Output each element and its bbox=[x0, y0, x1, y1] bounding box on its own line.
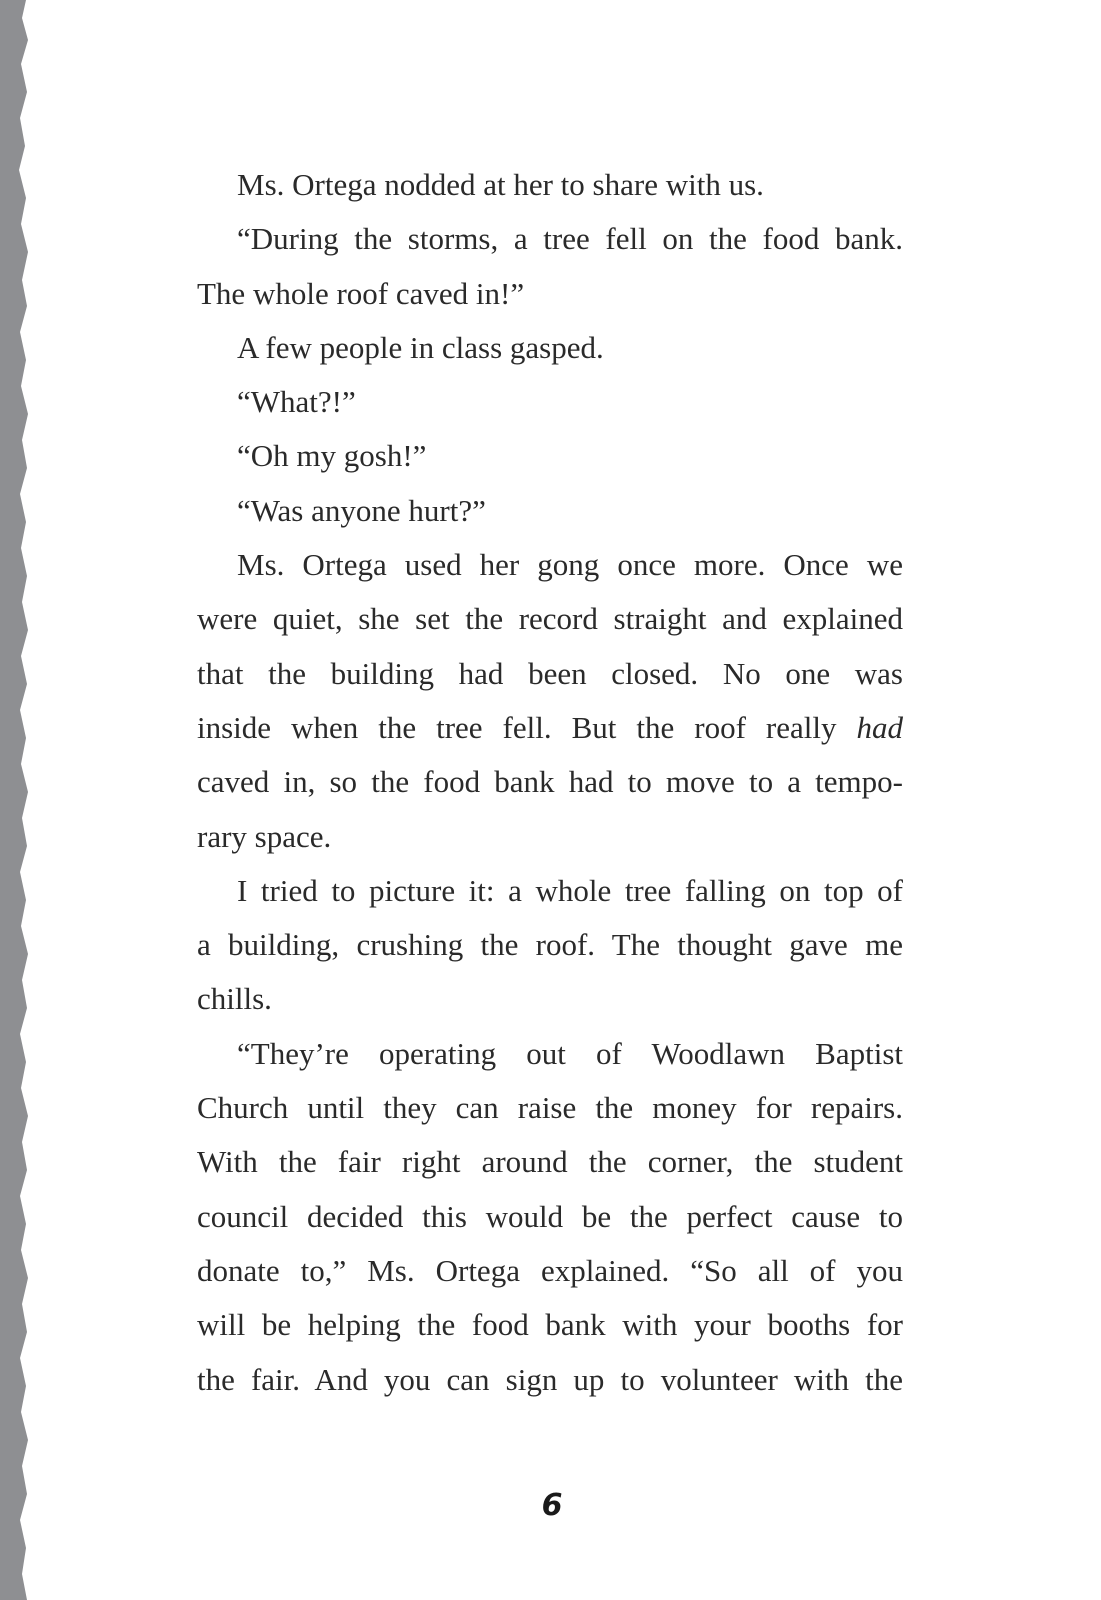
text-line: “What?!” bbox=[237, 384, 356, 420]
paragraph bbox=[197, 212, 903, 321]
text-line: With the fair right around the corner, the student bbox=[197, 1144, 903, 1180]
paragraph bbox=[197, 375, 903, 429]
paragraph bbox=[197, 429, 903, 483]
paragraph bbox=[197, 1027, 903, 1407]
page-number: 6 bbox=[541, 1488, 563, 1523]
emphasized-word: had bbox=[856, 709, 903, 745]
paragraph bbox=[197, 484, 903, 538]
paragraph bbox=[197, 864, 903, 1027]
text-line: the fair. And you can sign up to volunteer with the bbox=[197, 1361, 903, 1397]
torn-page-edge bbox=[0, 0, 60, 1600]
body-text bbox=[197, 158, 903, 1407]
paragraph bbox=[197, 321, 903, 375]
text-line bbox=[197, 701, 903, 755]
text-line: A few people in class gasped. bbox=[237, 329, 604, 365]
text-line: donate to,” Ms. Ortega explained. “So all of you bbox=[197, 1252, 903, 1288]
text-line: that the building had been closed. No one was bbox=[197, 655, 903, 691]
torn-edge-shape bbox=[0, 0, 28, 1600]
text-line: a building, crushing the roof. The thought gave me bbox=[197, 927, 903, 963]
text-line: will be helping the food bank with your booths for bbox=[197, 1307, 903, 1343]
text-line: caved in, so the food bank had to move to a tempo- bbox=[197, 764, 903, 800]
text-line: Ms. Ortega nodded at her to share with us. bbox=[237, 167, 764, 202]
text-line: “Was anyone hurt?” bbox=[237, 492, 486, 528]
text-line: were quiet, she set the record straight and explained bbox=[197, 601, 903, 637]
paragraph bbox=[197, 158, 903, 212]
text-segment: inside when the tree fell. But the roof really bbox=[197, 709, 837, 745]
text-line: chills. bbox=[197, 981, 272, 1017]
paragraph bbox=[197, 538, 903, 864]
text-line: I tried to picture it: a whole tree falling on top of bbox=[237, 872, 903, 908]
text-line: rary space. bbox=[197, 818, 332, 854]
text-line: “Oh my gosh!” bbox=[237, 438, 427, 474]
text-line: council decided this would be the perfect cause to bbox=[197, 1198, 903, 1234]
text-line: Church until they can raise the money for repairs. bbox=[197, 1090, 903, 1126]
text-line: The whole roof caved in!” bbox=[197, 275, 525, 311]
text-line: Ms. Ortega used her gong once more. Once we bbox=[237, 547, 903, 583]
text-line: “They’re operating out of Woodlawn Baptist bbox=[237, 1035, 903, 1071]
text-line: “During the storms, a tree fell on the food bank. bbox=[237, 221, 903, 257]
